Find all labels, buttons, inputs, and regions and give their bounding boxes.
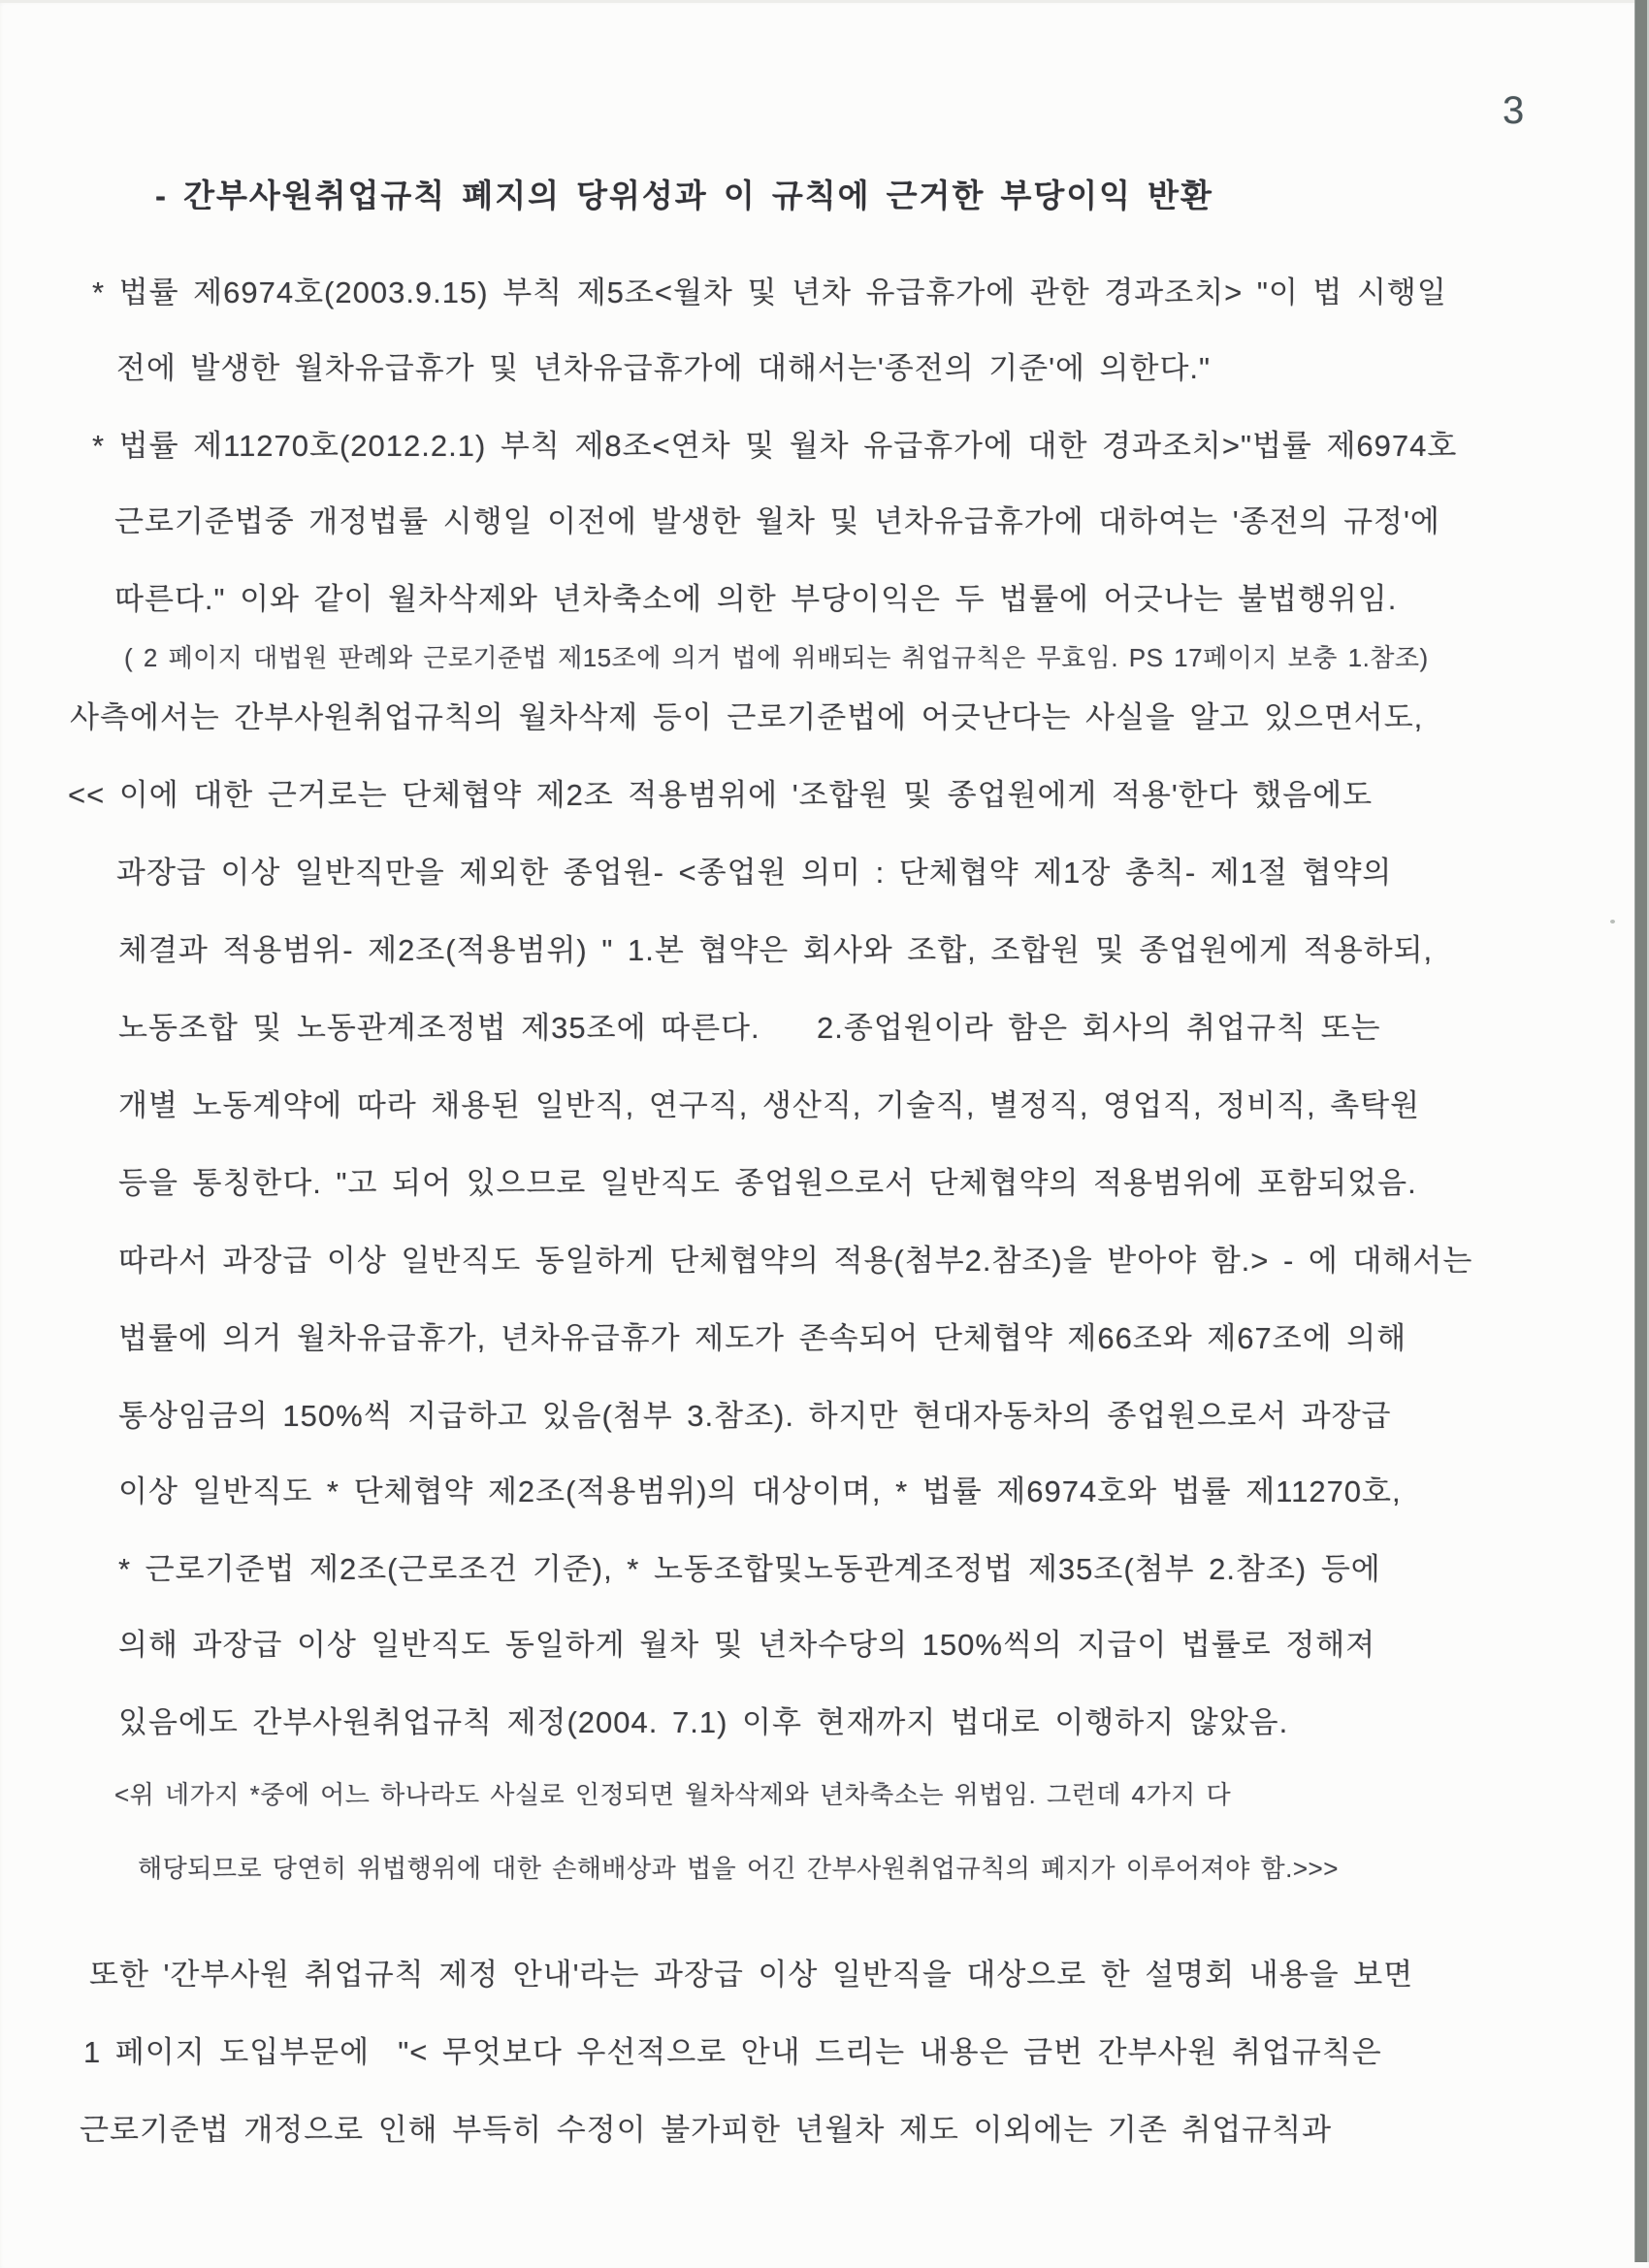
text-line: 전에 발생한 월차유급휴가 및 년차유급휴가에 대해서는'종전의 기준'에 의한다." xyxy=(116,351,1212,385)
text-line: 있음에도 간부사원취업규칙 제정(2004. 7.1) 이후 현재까지 법대로 이행하지 않았음. xyxy=(118,1705,1289,1739)
text-line: 이상 일반직도 * 단체협약 제2조(적용범위)의 대상이며, * 법률 제6974호와 법률 제11270호, xyxy=(118,1474,1402,1508)
text-line: * 근로기준법 제2조(근로조건 기준), * 노동조합및노동관계조정법 제35조(첨부 2.참조) 등에 xyxy=(118,1552,1381,1586)
text-line: 체결과 적용범위- 제2조(적용범위) " 1.본 협약은 회사와 조합, 조합원 및 종업원에게 적용하되, xyxy=(118,933,1434,967)
text-line: 통상임금의 150%씩 지급하고 있음(첨부 3.참조). 하지만 현대자동차의 종업원으로서 과장급 xyxy=(118,1399,1392,1433)
text-line: 근로기준법 개정으로 인해 부득히 수정이 불가피한 년월차 제도 이외에는 기존 취업규칙과 xyxy=(80,2113,1333,2147)
text-line: 따른다." 이와 같이 월차삭제와 년차축소에 의한 부당이익은 두 법률에 어긋나는 불법행위임. xyxy=(114,582,1398,616)
text-line: 개별 노동계약에 따라 채용된 일반직, 연구직, 생산직, 기술직, 별정직, 영업직, 정비직, 촉탁원 xyxy=(118,1088,1421,1122)
text-line: 법률에 의거 월차유급휴가, 년차유급휴가 제도가 존속되어 단체협약 제66조와 제67조에 의해 xyxy=(118,1321,1407,1355)
text-line: 과장급 이상 일반직만을 제외한 종업원- <종업원 의미 : 단체협약 제1장 총칙- 제1절 협약의 xyxy=(116,856,1393,890)
text-line: 또한 '간부사원 취업규칙 제정 안내'라는 과장급 이상 일반직을 대상으로 한 설명회 내용을 보면 xyxy=(89,1958,1414,1992)
text-line: 근로기준법중 개정법률 시행일 이전에 발생한 월차 및 년차유급휴가에 대하여는 '종전의 규정'에 xyxy=(114,504,1440,538)
text-line: 노동조합 및 노동관계조정법 제35조에 따른다. 2.종업원이라 함은 회사의 취업규칙 또는 xyxy=(118,1011,1381,1045)
text-line: 1 페이지 도입부문에 "< 무엇보다 우선적으로 안내 드리는 내용은 금번 간부사원 취업규칙은 xyxy=(83,2035,1382,2069)
document-title: - 간부사원취업규칙 폐지의 당위성과 이 규칙에 근거한 부당이익 반환 xyxy=(155,178,1213,213)
text-line-annotation: <위 네가지 *중에 어느 하나라도 사실로 인정되면 월차삭제와 년차축소는 위법임. 그런데 4가지 다 xyxy=(114,1780,1232,1809)
page-number: 3 xyxy=(1503,89,1526,132)
scan-speck-artifact xyxy=(1610,920,1615,923)
text-line: 사측에서는 간부사원취업규칙의 월차삭제 등이 근로기준법에 어긋난다는 사실을 알고 있으면서도, xyxy=(70,700,1424,734)
text-line: 의해 과장급 이상 일반직도 동일하게 월차 및 년차수당의 150%씩의 지급이 법률로 정해져 xyxy=(118,1628,1376,1662)
text-line: 등을 통칭한다. "고 되어 있으므로 일반직도 종업원으로서 단체협약의 적용범위에 포함되었음. xyxy=(118,1166,1417,1200)
scan-top-edge-artifact xyxy=(0,0,1649,3)
text-line-annotation: 해당되므로 당연히 위법행위에 대한 손해배상과 법을 어긴 간부사원취업규칙의 폐지가 이루어져야 함.>>> xyxy=(138,1854,1339,1883)
text-line: * 법률 제6974호(2003.9.15) 부칙 제5조<월차 및 년차 유급휴가에 관한 경과조치> "이 법 시행일 xyxy=(92,275,1447,309)
text-line-annotation: ( 2 페이지 대법원 판례와 근로기준법 제15조에 의거 법에 위배되는 취업규칙은 무효임. PS 17페이지 보충 1.참조) xyxy=(124,643,1429,672)
scan-edge-artifact xyxy=(1634,0,1649,2262)
text-line: * 법률 제11270호(2012.2.1) 부칙 제8조<연차 및 월차 유급휴가에 대한 경과조치>"법률 제6974호 xyxy=(92,429,1458,463)
text-line: 따라서 과장급 이상 일반직도 동일하게 단체협약의 적용(첨부2.참조)을 받아야 함.> - 에 대해서는 xyxy=(118,1244,1473,1278)
text-line: << 이에 대한 근거로는 단체협약 제2조 적용범위에 '조합원 및 종업원에게 적용'한다 했음에도 xyxy=(68,778,1374,812)
